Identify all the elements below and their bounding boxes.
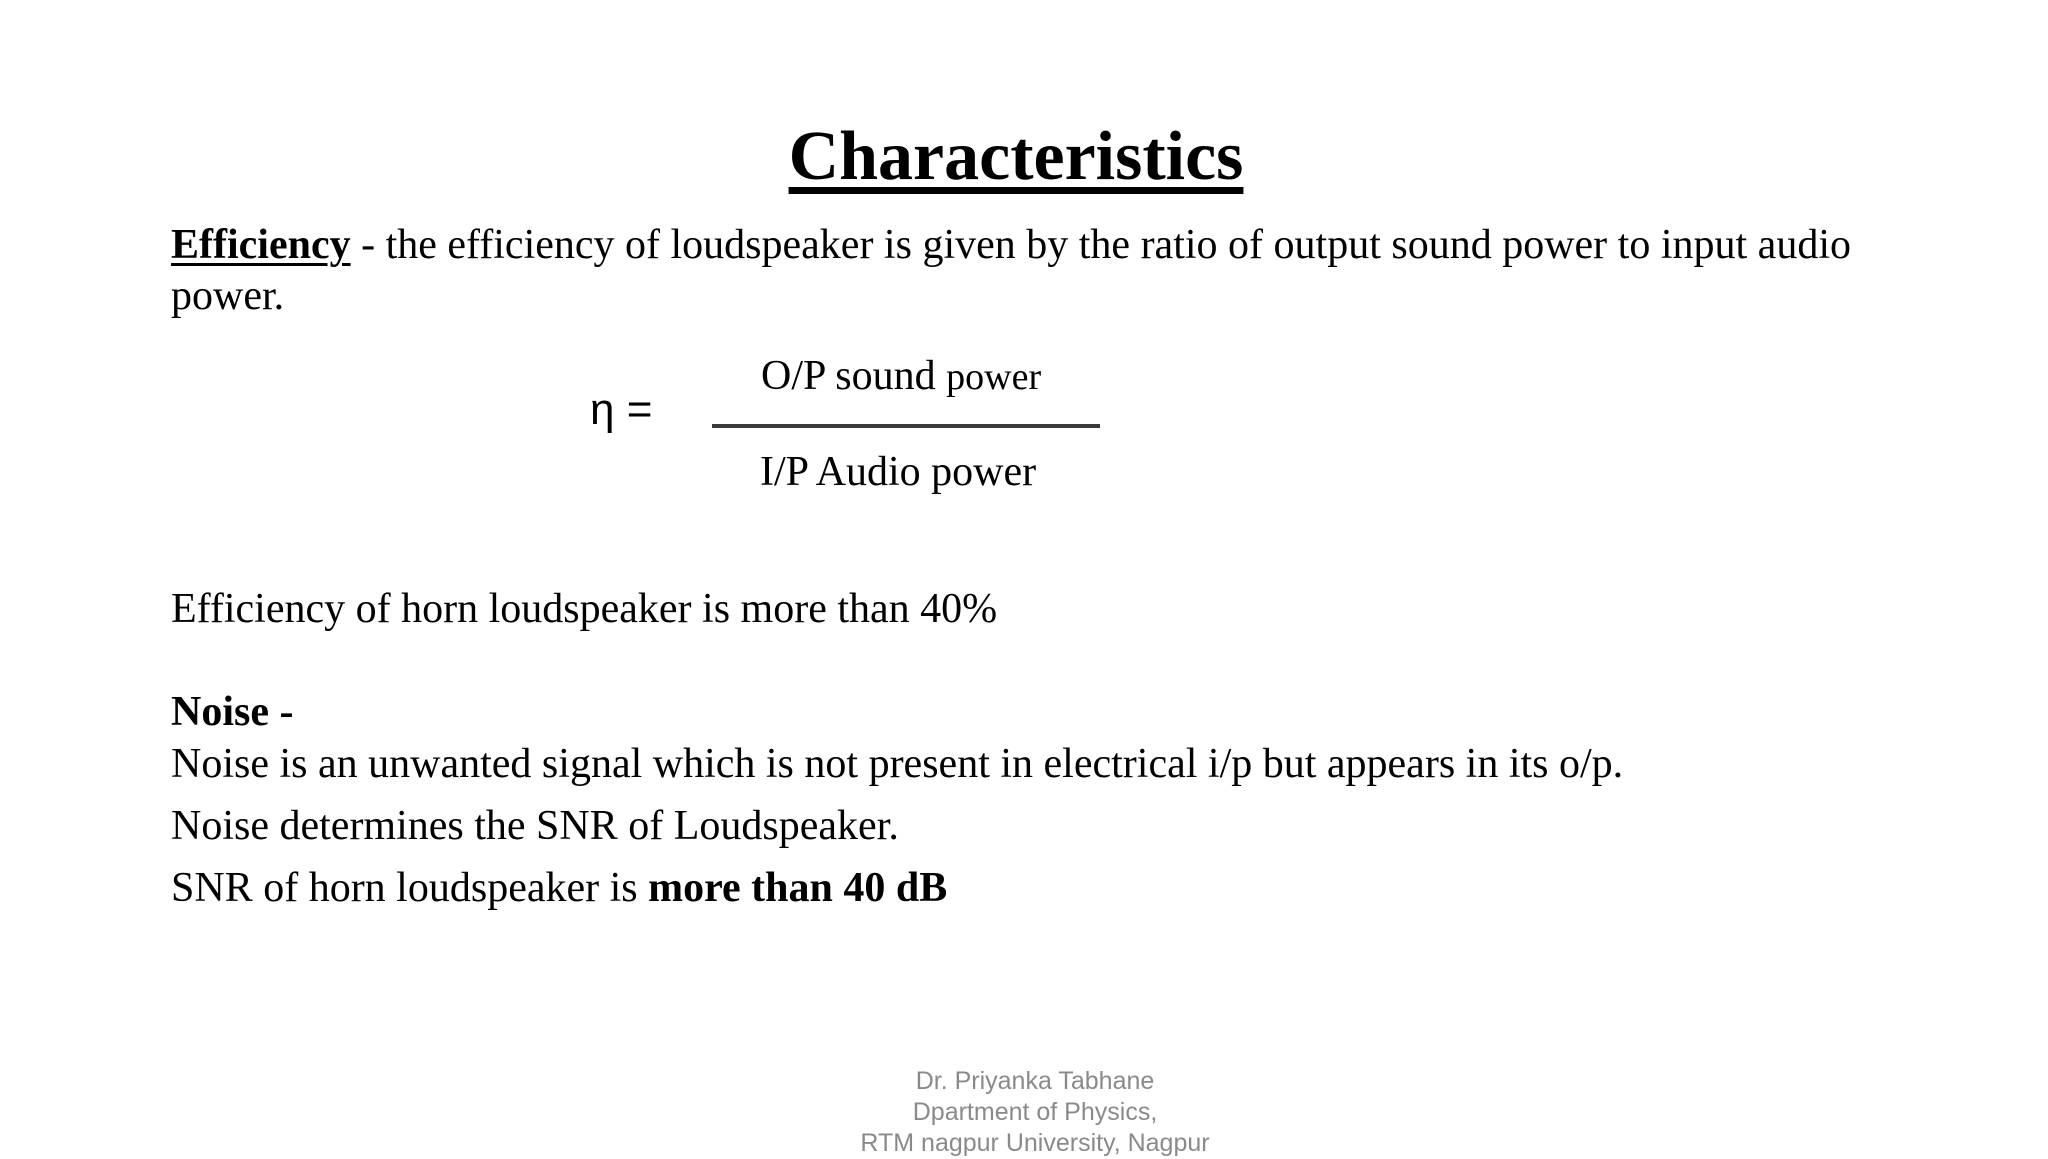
footer-author: Dr. Priyanka Tabhane — [915, 1067, 1155, 1095]
noise-line-3 — [171, 863, 947, 914]
efficiency-definition: - the efficiency of loudspeaker is given by the ratio of output sound power to input audio power. — [171, 222, 1851, 319]
slide-title-text: Characteristics — [788, 118, 1244, 195]
formula-numerator-small: power — [946, 356, 1042, 398]
footer-credits — [0, 1066, 2048, 1159]
formula-lhs: η = — [590, 385, 653, 434]
formula-denominator: I/P Audio power — [760, 449, 1037, 495]
formula-numerator — [761, 350, 1041, 403]
noise-line-3-bold: more than 40 dB — [648, 865, 948, 911]
horn-efficiency-text: Efficiency of horn loudspeaker is more than 40% — [171, 586, 998, 632]
noise-line-3-prefix: SNR of horn loudspeaker is — [171, 865, 649, 911]
formula-fraction-bar — [712, 424, 1100, 428]
efficiency-paragraph — [171, 220, 1931, 322]
formula-numerator-main: O/P sound — [761, 353, 947, 399]
slide-title — [0, 112, 2048, 202]
footer-university: RTM nagpur University, Nagpur — [860, 1129, 1210, 1157]
footer-department: Dpartment of Physics, — [912, 1098, 1158, 1126]
noise-line-2: Noise determines the SNR of Loudspeaker. — [171, 803, 899, 849]
noise-line-1: Noise is an unwanted signal which is not present in electrical i/p but appears in its o/p. — [171, 741, 1624, 787]
noise-heading: Noise - — [171, 689, 294, 735]
efficiency-term: Efficiency — [171, 222, 351, 268]
